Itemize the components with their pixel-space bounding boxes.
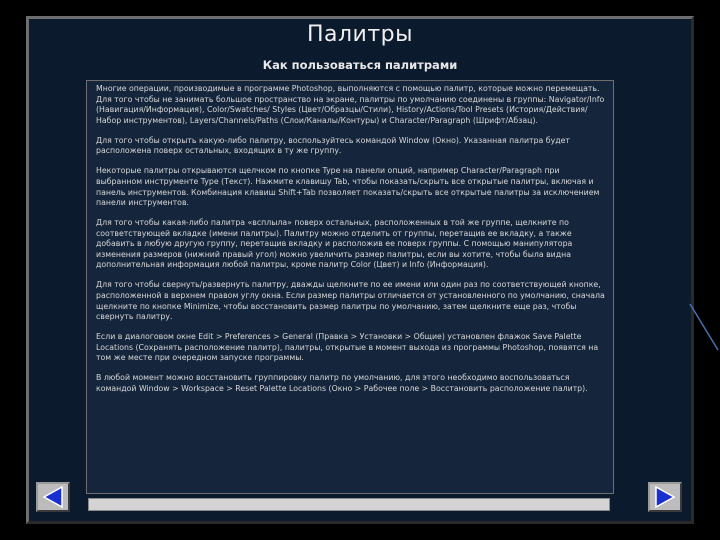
paragraph: Для того чтобы свернуть/развернуть палитру, дважды щелкните по ее имени или один раз по соответствующей кнопке, расположенной в верхнем правом углу окна. Если размер палитры отличается от установленного по умолчанию, сначала щелкните по кнопке Minimize, чтобы восстановить размер палитры по умолчанию, затем щелкните еще раз, чтобы свернуть палитру. — [96, 280, 605, 322]
paragraph: В любой момент можно восстановить группировку палитр по умолчанию, для этого необходимо воспользоваться командой Window > Workspace > Reset Palette Locations (Окно > Рабочее поле > Восстановить расположение палитр). — [96, 373, 588, 393]
decorative-line — [688, 302, 720, 352]
paragraph: Многие операции, производимые в программе Photoshop, выполняются с помощью палитр, которые можно перемещать. Для того чтобы не занимать большое пространство на экране, палитры по умолчанию соединены в группы: Navigator/Info (Навигация/Информация), Color/Swatches/ Styles (Цвет/Образцы/Стили), History/Actions/Tool Presets (История/Действия/Набор инструментов), Layers/Channels/Paths (Слои/Каналы/Контуры) и Character/Paragraph (Шрифт/Абзац). — [96, 84, 605, 125]
page-title: Палитры — [306, 22, 414, 47]
article-body — [96, 84, 608, 404]
paragraph: Для того чтобы какая-либо палитра «всплыла» поверх остальных, расположенных в той же группе, щелкните по соответствующей вкладке (имени палитры). Палитру можно отделить от группы, перетащив ее вкладку, а также добавить в любую другую группу, перетащив вкладку и расположив ее поверх группы. С помощью манипулятора изменения размеров (нижний правый угол) можно увеличить размер палитры, если вы хотите, чтобы была видна дополнительная информация любой палитры, кроме палитр Color (Цвет) и Info (Информация). — [96, 218, 573, 270]
paragraph: Некоторые палитры открываются щелчком по кнопке Type на панели опций, например Character/Paragraph при выбранном инструменте Type (Текст). Нажмите клавишу Tab, чтобы показать/скрыть все открытые палитры, включая и панель инструментов. Комбинация клавиш Shift+Tab позволяет показать/скрыть все открытые палитры за исключением панели инструментов. — [96, 166, 600, 208]
horizontal-scrollbar[interactable] — [88, 498, 610, 511]
next-slide-button[interactable] — [648, 482, 682, 512]
triangle-right-icon — [650, 484, 680, 510]
paragraph: Для того чтобы открыть какую-либо палитру, воспользуйтесь командой Window (Окно). Указанная палитра будет расположена поверх остальных, входящих в ту же группу. — [96, 135, 570, 156]
previous-slide-button[interactable] — [36, 482, 70, 512]
paragraph: Если в диалоговом окне Edit > Preferences > General (Правка > Установки > Общие) установлен флажок Save Palette Locations (Сохранять расположение палитр), палитры, открытые в момент выхода из программы Photoshop, появятся на том же месте при очередном запуске программы. — [96, 332, 599, 363]
triangle-left-icon — [38, 484, 68, 510]
page-subtitle: Как пользоваться палитрами — [262, 58, 458, 72]
